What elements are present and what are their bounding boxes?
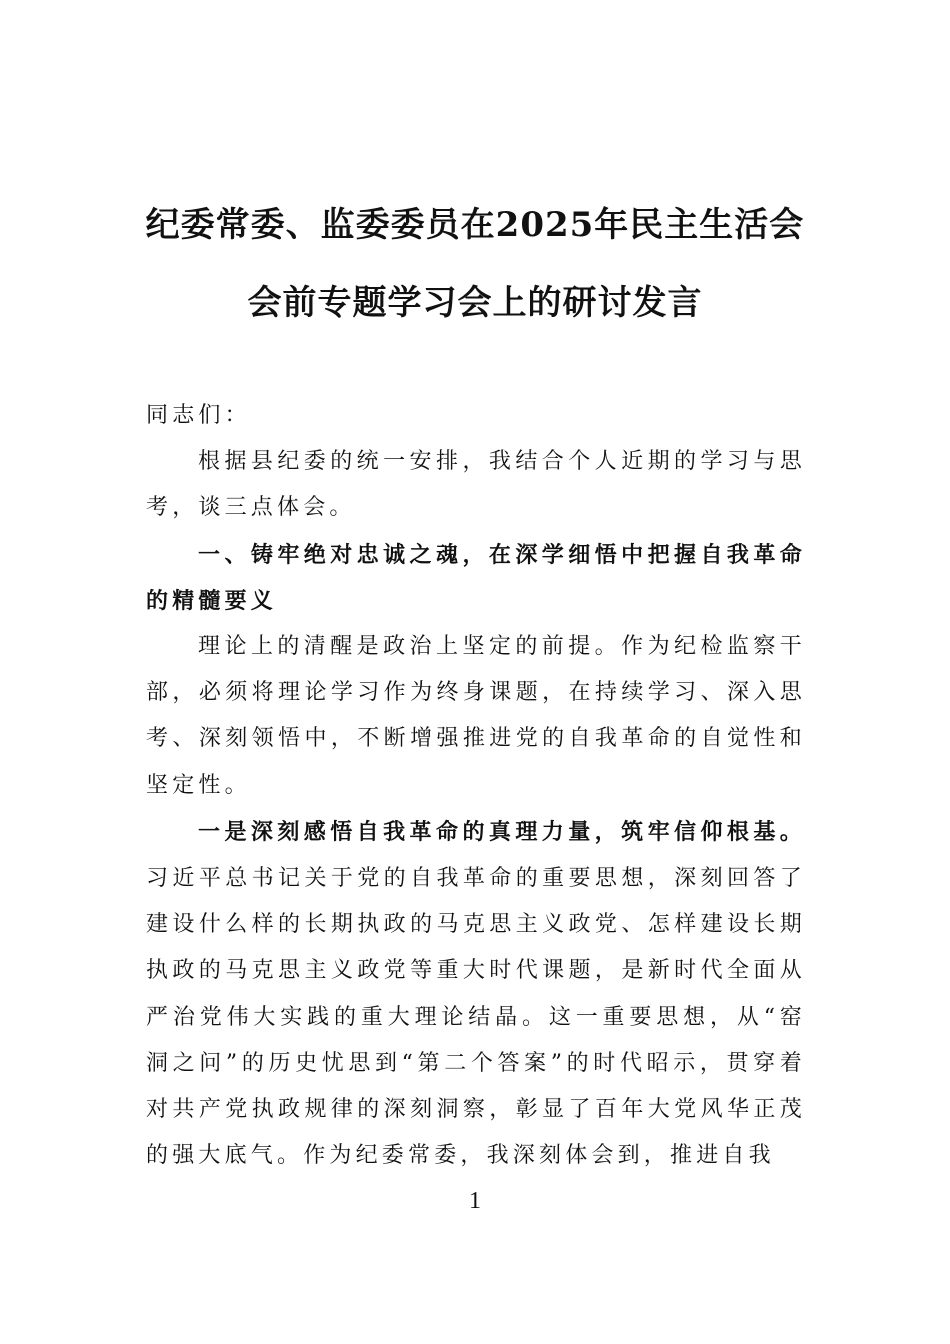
salutation: 同志们： — [146, 403, 251, 428]
section-1-heading: 一、铸牢绝对忠诚之魂，在深学细悟中把握自我革命的精髓要义 — [146, 541, 806, 614]
point-1-lead: 一是深刻感悟自我革命的真理力量，筑牢信仰根基。 — [198, 818, 806, 845]
intro-paragraph: 根据县纪委的统一安排，我结合个人近期的学习与思考，谈三点体会。 — [146, 449, 806, 521]
page-number: 1 — [469, 1188, 481, 1214]
section-1-paragraph: 理论上的清醒是政治上坚定的前提。作为纪检监察干部，必须将理论学习作为终身课题，在持续学习、深入思考、深刻领悟中，不断增强推进党的自我革命的自觉性和坚定性。 — [146, 634, 806, 798]
point-1-paragraph — [146, 809, 806, 1180]
title-line-1: 纪委常委、监委委员在2025年民主生活会 — [145, 205, 805, 245]
document-title — [120, 186, 830, 342]
point-1-text: 习近平总书记关于党的自我革命的重要思想，深刻回答了建设什么样的长期执政的马克思主义政党、怎样建设长期执政的马克思主义政党等重大时代课题，是新时代全面从严治党伟大实践的重大理论结晶。这一重要思想，从“窑洞之问”的历史忧思到“第二个答案”的时代昭示，贯穿着对共产党执政规律的深刻洞察，彰显了百年大党风华正茂的强大底气。作为纪委常委，我深刻体会到，推进自我 — [146, 866, 806, 1169]
title-line-2: 会前专题学习会上的研讨发言 — [247, 283, 703, 323]
document-body — [146, 393, 806, 1179]
